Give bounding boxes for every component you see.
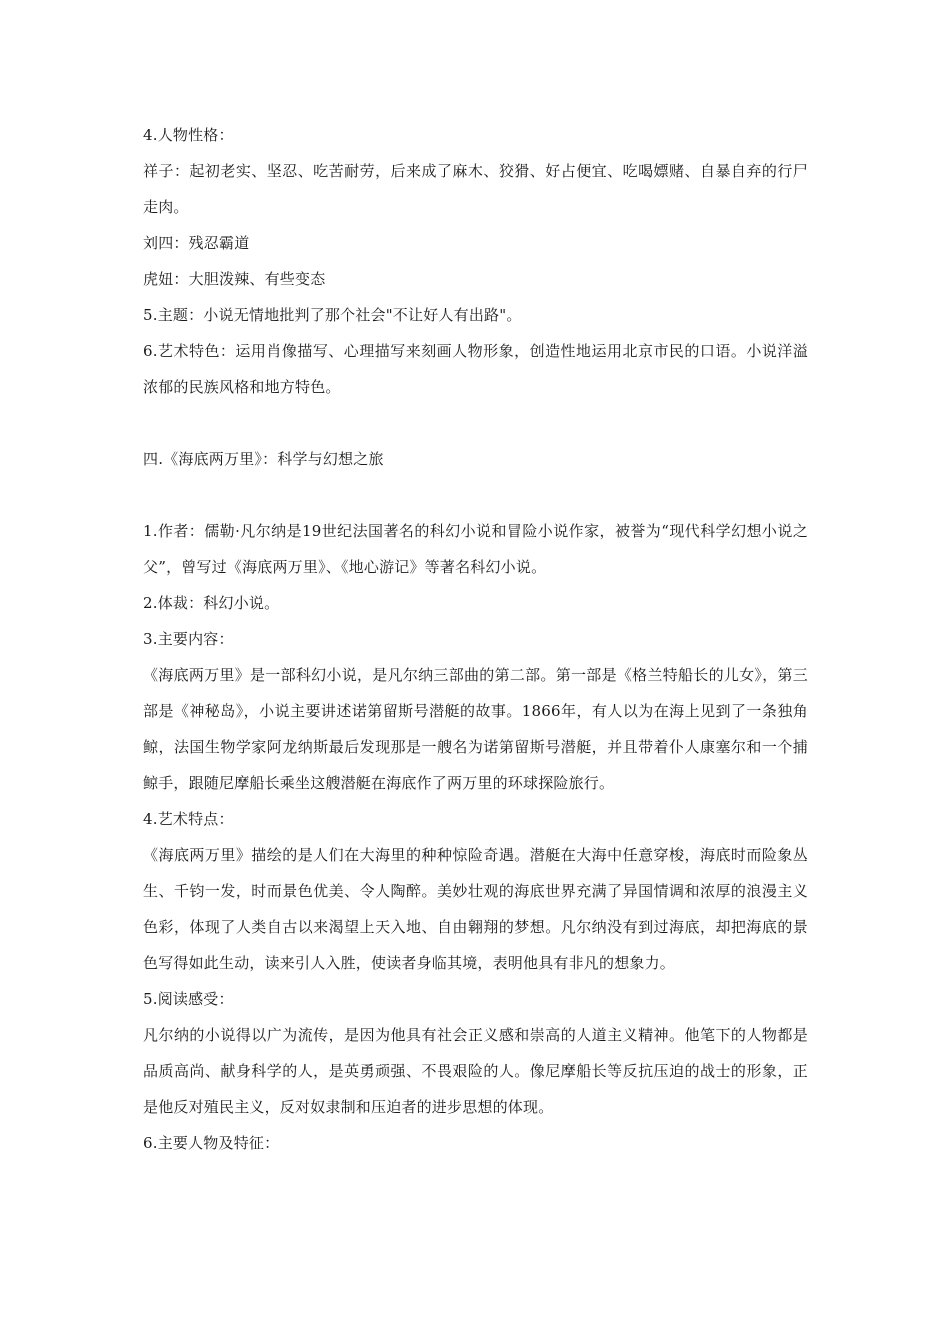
huniu-paragraph: 虎妞：大胆泼辣、有些变态 <box>143 270 326 288</box>
theme-paragraph: 5.主题：小说无情地批判了那个社会"不让好人有出路"。 <box>143 306 522 324</box>
liusi-paragraph: 刘四：残忍霸道 <box>143 234 250 252</box>
art-heading: 4.艺术特点： <box>143 810 234 828</box>
reading-heading: 5.阅读感受： <box>143 990 234 1008</box>
author-paragraph: 1.作者：儒勒·凡尔纳是19世纪法国著名的科幻小说和冒险小说作家，被誉为“现代科学幻想小说之父”，曾写过《海底两万里》、《地心游记》等著名科幻小说。 <box>143 522 808 576</box>
genre-paragraph: 2.体裁：科幻小说。 <box>143 594 280 612</box>
document-page <box>143 117 808 1161</box>
section-title: 四.《海底两万里》：科学与幻想之旅 <box>143 450 384 468</box>
characters-heading: 6.主要人物及特征： <box>143 1134 280 1152</box>
blank-line <box>143 405 808 441</box>
content-heading: 3.主要内容： <box>143 630 234 648</box>
reading-paragraph: 凡尔纳的小说得以广为流传，是因为他具有社会正义感和崇高的人道主义精神。他笔下的人物都是品质高尚、献身科学的人，是英勇顽强、不畏艰险的人。像尼摩船长等反抗压迫的战士的形象，正是他反对殖民主义，反对奴隶制和压迫者的进步思想的体现。 <box>143 1026 808 1116</box>
blank-line <box>143 477 808 513</box>
art-features-paragraph: 6.艺术特色：运用肖像描写、心理描写来刻画人物形象，创造性地运用北京市民的口语。小说洋溢浓郁的民族风格和地方特色。 <box>143 342 808 396</box>
character-heading: 4.人物性格： <box>143 126 234 144</box>
art-paragraph: 《海底两万里》描绘的是人们在大海里的种种惊险奇遇。潜艇在大海中任意穿梭，海底时而险象丛生、千钧一发，时而景色优美、令人陶醉。美妙壮观的海底世界充满了异国情调和浓厚的浪漫主义色彩，体现了人类自古以来渴望上天入地、自由翱翔的梦想。凡尔纳没有到过海底，却把海底的景色写得如此生动，读来引人入胜，使读者身临其境，表明他具有非凡的想象力。 <box>143 846 808 972</box>
content-paragraph: 《海底两万里》是一部科幻小说，是凡尔纳三部曲的第二部。第一部是《格兰特船长的儿女》，第三部是《神秘岛》，小说主要讲述诺第留斯号潜艇的故事。1866年，有人以为在海上见到了一条独角鲸，法国生物学家阿龙纳斯最后发现那是一艘名为诺第留斯号潜艇，并且带着仆人康塞尔和一个捕鲸手，跟随尼摩船长乘坐这艘潜艇在海底作了两万里的环球探险旅行。 <box>143 666 808 792</box>
xiangzi-paragraph: 祥子：起初老实、坚忍、吃苦耐劳，后来成了麻木、狡猾、好占便宜、吃喝嫖赌、自暴自弃的行尸走肉。 <box>143 162 808 216</box>
